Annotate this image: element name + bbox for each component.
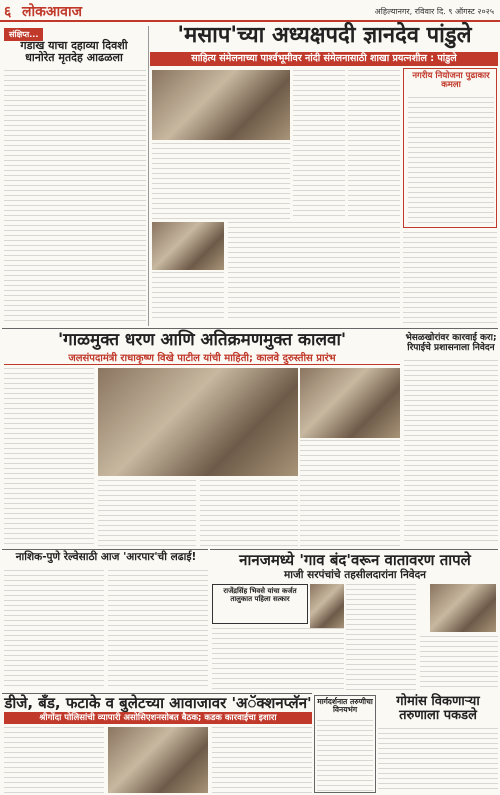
story6-headline: नानजमध्ये 'गाव बंद'वरून वातावरण तापले	[239, 551, 471, 569]
story6-body-col1	[212, 628, 344, 690]
story6-portrait-1	[310, 584, 344, 628]
story2-headline: 'मसाप'च्या अध्यक्षपदी ज्ञानदेव पांडुले	[177, 23, 472, 48]
sidebar1-body	[408, 97, 494, 225]
sidebar1-continued	[403, 232, 497, 324]
story6-portrait-2	[430, 584, 496, 632]
story2-body-bottom	[228, 222, 400, 322]
story6-body-col2	[346, 584, 416, 690]
page-number: ६	[4, 4, 12, 20]
section-divider-1	[2, 328, 498, 329]
story3-body-col1	[4, 368, 94, 546]
story3-headline: 'गाळमुक्त धरण आणि अतिक्रमणमुक्त कालवा'	[57, 330, 347, 350]
story3-subhead: जलसंपदामंत्री राधाकृष्ण विखे पाटील यांची माहिती; कालवे दुरुस्तीस प्रारंभ	[4, 352, 400, 365]
sidebar2-body	[317, 720, 373, 792]
story2-photo-group	[152, 70, 290, 140]
story2-portrait	[152, 222, 224, 270]
story3-photo-crowd	[98, 368, 298, 476]
story2-body-bottom-left	[152, 272, 224, 322]
section-divider-3	[210, 549, 498, 550]
story4-body	[404, 360, 498, 545]
masthead	[0, 0, 500, 22]
column-rule	[148, 26, 149, 326]
story5-body-col1	[4, 570, 104, 690]
story2-subhead: साहित्य संमेलनाच्या पार्श्वभूमीवर नांदी संमेलनासाठी शाखा प्रयत्नशील : पांडुले	[150, 52, 498, 66]
story7-body-col3	[212, 727, 312, 793]
story7-photo	[108, 727, 208, 793]
story3-photo-site	[300, 368, 400, 438]
section-divider-2	[2, 549, 208, 550]
story6-body-col3	[420, 636, 498, 690]
story6-box	[212, 584, 308, 624]
date-line: अहिल्यानगर, रविवार दि. ९ ऑगस्ट २०२५	[374, 7, 494, 16]
sidebar1-title: नगरीय नियोजना पुढाकार कमला	[412, 71, 490, 91]
sidebar2-box	[314, 695, 376, 793]
story5-body-col2	[108, 570, 208, 690]
story7-body-col1	[4, 727, 104, 793]
section-tag: संक्षिप्त...	[4, 28, 43, 41]
story1-headline: गडाख याचा दहाव्या दिवशी धानोरेत मृतदेह आढळला	[20, 39, 128, 65]
story3-body-col4	[300, 440, 400, 546]
sidebar2-title: मार्गदर्शनात तरुणीचा विनयभंग	[317, 697, 373, 715]
story6-box-title: राजेंद्रसिंह भिवसे यांचा कर्जत तालुकात पहिला सत्कार	[223, 587, 297, 603]
story1-body	[4, 70, 146, 325]
story4-headline: भेसळखोरांवर कारवाई करा; रिपाईचे प्रशासनाला निवेदन	[405, 333, 497, 353]
story6-subhead: माजी सरपंचांचे तहसीलदारांना निवेदन	[283, 569, 427, 581]
story5-headline: नाशिक-पुणे रेल्वेसाठी आज 'आरपार'ची लढाई!	[15, 551, 197, 563]
story8-headline: गोमांस विकणाऱ्या तरुणाला पकडले	[396, 694, 480, 724]
story8-body	[378, 728, 498, 793]
story2-body-col0	[152, 143, 290, 220]
story7-subhead: श्रीगोंदा पोलिसांची व्यापारी असोसिएशनसोबत बैठक; कडक कारवाईचा इशारा	[4, 712, 312, 724]
masthead-brand: लोकआवाज	[22, 4, 82, 20]
story2-body-col2	[348, 70, 400, 220]
story2-body-col1	[293, 70, 345, 220]
story3-body-col2	[98, 480, 196, 546]
sidebar1-box	[403, 68, 497, 228]
story7-headline: डीजे, बँड, फटाके व बुलेटच्या आवाजावर 'अॅक्शनप्लॅन'	[4, 694, 312, 712]
story3-body-col3	[200, 480, 298, 546]
